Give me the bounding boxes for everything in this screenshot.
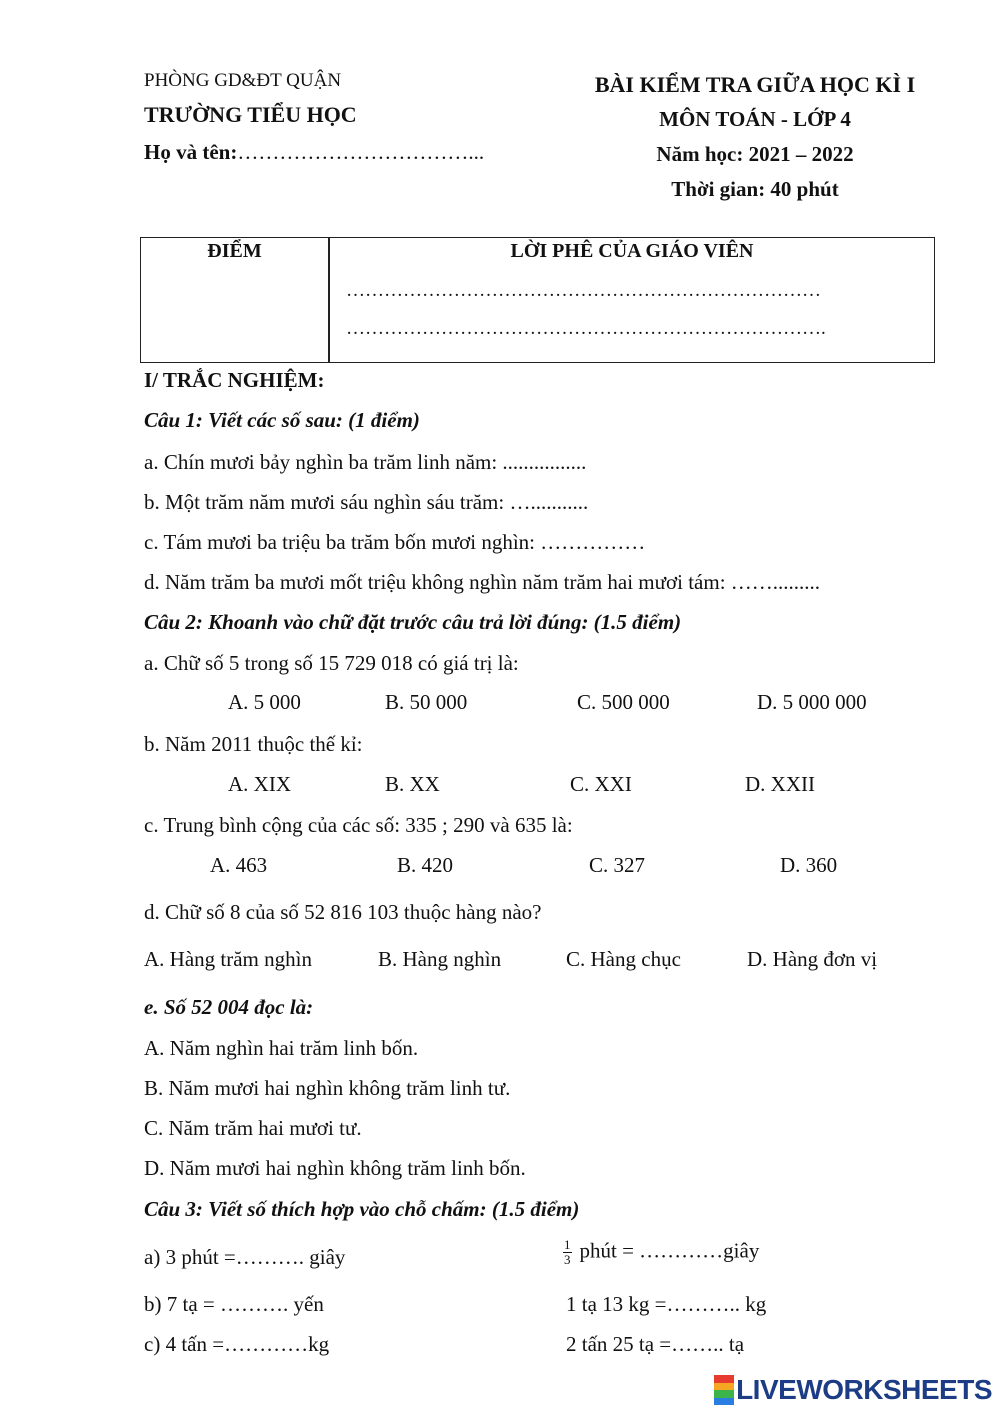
fraction-numerator: 1 [564,1237,571,1252]
q2a-option-a[interactable]: A. 5 000 [228,690,301,714]
q1-item-b[interactable]: b. Một trăm năm mươi sáu nghìn sáu trăm: …........... [144,490,589,514]
liveworksheets-logo [714,1374,992,1406]
q2-title: Câu 2: Khoanh vào chữ đặt trước câu trả lời đúng: (1.5 điểm) [144,610,682,634]
q2a-option-c[interactable]: C. 500 000 [577,690,670,714]
q2e-option-b[interactable]: B. Năm mươi hai nghìn không trăm linh tư. [144,1076,511,1100]
comment-dots-line-2[interactable]: …………………………………………………………………. [346,318,826,339]
q2b-option-c[interactable]: C. XXI [570,772,632,796]
q2c-option-a[interactable]: A. 463 [210,853,268,877]
name-label: Họ và tên: [144,140,238,164]
q2a-option-d[interactable]: D. 5 000 000 [757,690,867,714]
q2b-option-b[interactable]: B. XX [385,772,440,796]
liveworksheets-logo-icon [714,1375,734,1405]
q2b-option-a[interactable]: A. XIX [228,772,291,796]
score-label: ĐIỂM [207,240,262,262]
q1-item-d[interactable]: d. Năm trăm ba mươi mốt triệu không nghìn năm trăm hai mươi tám: ……......... [144,570,821,594]
q2d-option-b[interactable]: B. Hàng nghìn [378,947,502,971]
liveworksheets-logo-text: LIVEWORKSHEETS [736,1374,992,1405]
q2b-text: b. Năm 2011 thuộc thế kỉ: [144,732,363,756]
fraction-denominator: 3 [564,1252,571,1267]
school-year: Năm học: 2021 – 2022 [656,142,854,166]
q3-item-a-right[interactable] [563,1238,759,1267]
q2a-option-b[interactable]: B. 50 000 [385,690,468,714]
subject-label: MÔN TOÁN - LỚP 4 [659,107,851,131]
q3-title: Câu 3: Viết số thích hợp vào chỗ chấm: (1.5 điểm) [144,1197,580,1221]
q3-item-a-left[interactable]: a) 3 phút =………. giây [144,1245,346,1269]
q2a-text: a. Chữ số 5 trong số 15 729 018 có giá trị là: [144,651,519,675]
q2c-option-c[interactable]: C. 327 [589,853,646,877]
q2c-option-d[interactable]: D. 360 [780,853,838,877]
q3-item-c-right[interactable]: 2 tấn 25 tạ =…….. tạ [566,1332,745,1356]
score-comment-box [140,237,935,363]
q2c-text: c. Trung bình cộng của các số: 335 ; 290 và 635 là: [144,813,573,837]
teacher-comment-label: LỜI PHÊ CỦA GIÁO VIÊN [510,240,754,262]
q3-item-b-right[interactable]: 1 tạ 13 kg =……….. kg [566,1292,767,1316]
section-title: I/ TRẮC NGHIỆM: [144,368,325,392]
name-dots[interactable]: ……………………………... [237,140,485,164]
school-label: TRƯỜNG TIỂU HỌC [144,102,357,127]
comment-dots-line-1[interactable]: ………………………………………………………………… [346,280,821,301]
q3-item-c-left[interactable]: c) 4 tấn =…………kg [144,1332,330,1356]
department-label: PHÒNG GD&ĐT QUẬN [144,70,342,91]
q2d-option-c[interactable]: C. Hàng chục [566,947,681,971]
q3-item-a-right-text[interactable]: phút = …………giây [579,1238,760,1263]
q2c-option-b[interactable]: B. 420 [397,853,454,877]
q2d-option-a[interactable]: A. Hàng trăm nghìn [144,947,312,971]
name-field[interactable] [144,140,484,165]
q2b-option-d[interactable]: D. XXII [745,772,815,796]
exam-title: BÀI KIỂM TRA GIỮA HỌC KÌ I [594,72,916,97]
q1-item-c[interactable]: c. Tám mươi ba triệu ba trăm bốn mươi nghìn: …………… [144,530,646,554]
one-third-fraction [563,1238,572,1267]
q2e-option-a[interactable]: A. Năm nghìn hai trăm linh bốn. [144,1036,419,1060]
q1-item-a[interactable]: a. Chín mươi bảy nghìn ba trăm linh năm: ................ [144,450,587,474]
q2d-text: d. Chữ số 8 của số 52 816 103 thuộc hàng nào? [144,900,542,924]
exam-time: Thời gian: 40 phút [671,177,839,201]
q2e-text: e. Số 52 004 đọc là: [144,995,314,1019]
q3-item-b-left[interactable]: b) 7 tạ = ………. yến [144,1292,324,1316]
q1-title: Câu 1: Viết các số sau: (1 điểm) [144,408,420,432]
q2e-option-d[interactable]: D. Năm mươi hai nghìn không trăm linh bốn. [144,1156,526,1180]
q2e-option-c[interactable]: C. Năm trăm hai mươi tư. [144,1116,362,1140]
q2d-option-d[interactable]: D. Hàng đơn vị [747,947,878,971]
